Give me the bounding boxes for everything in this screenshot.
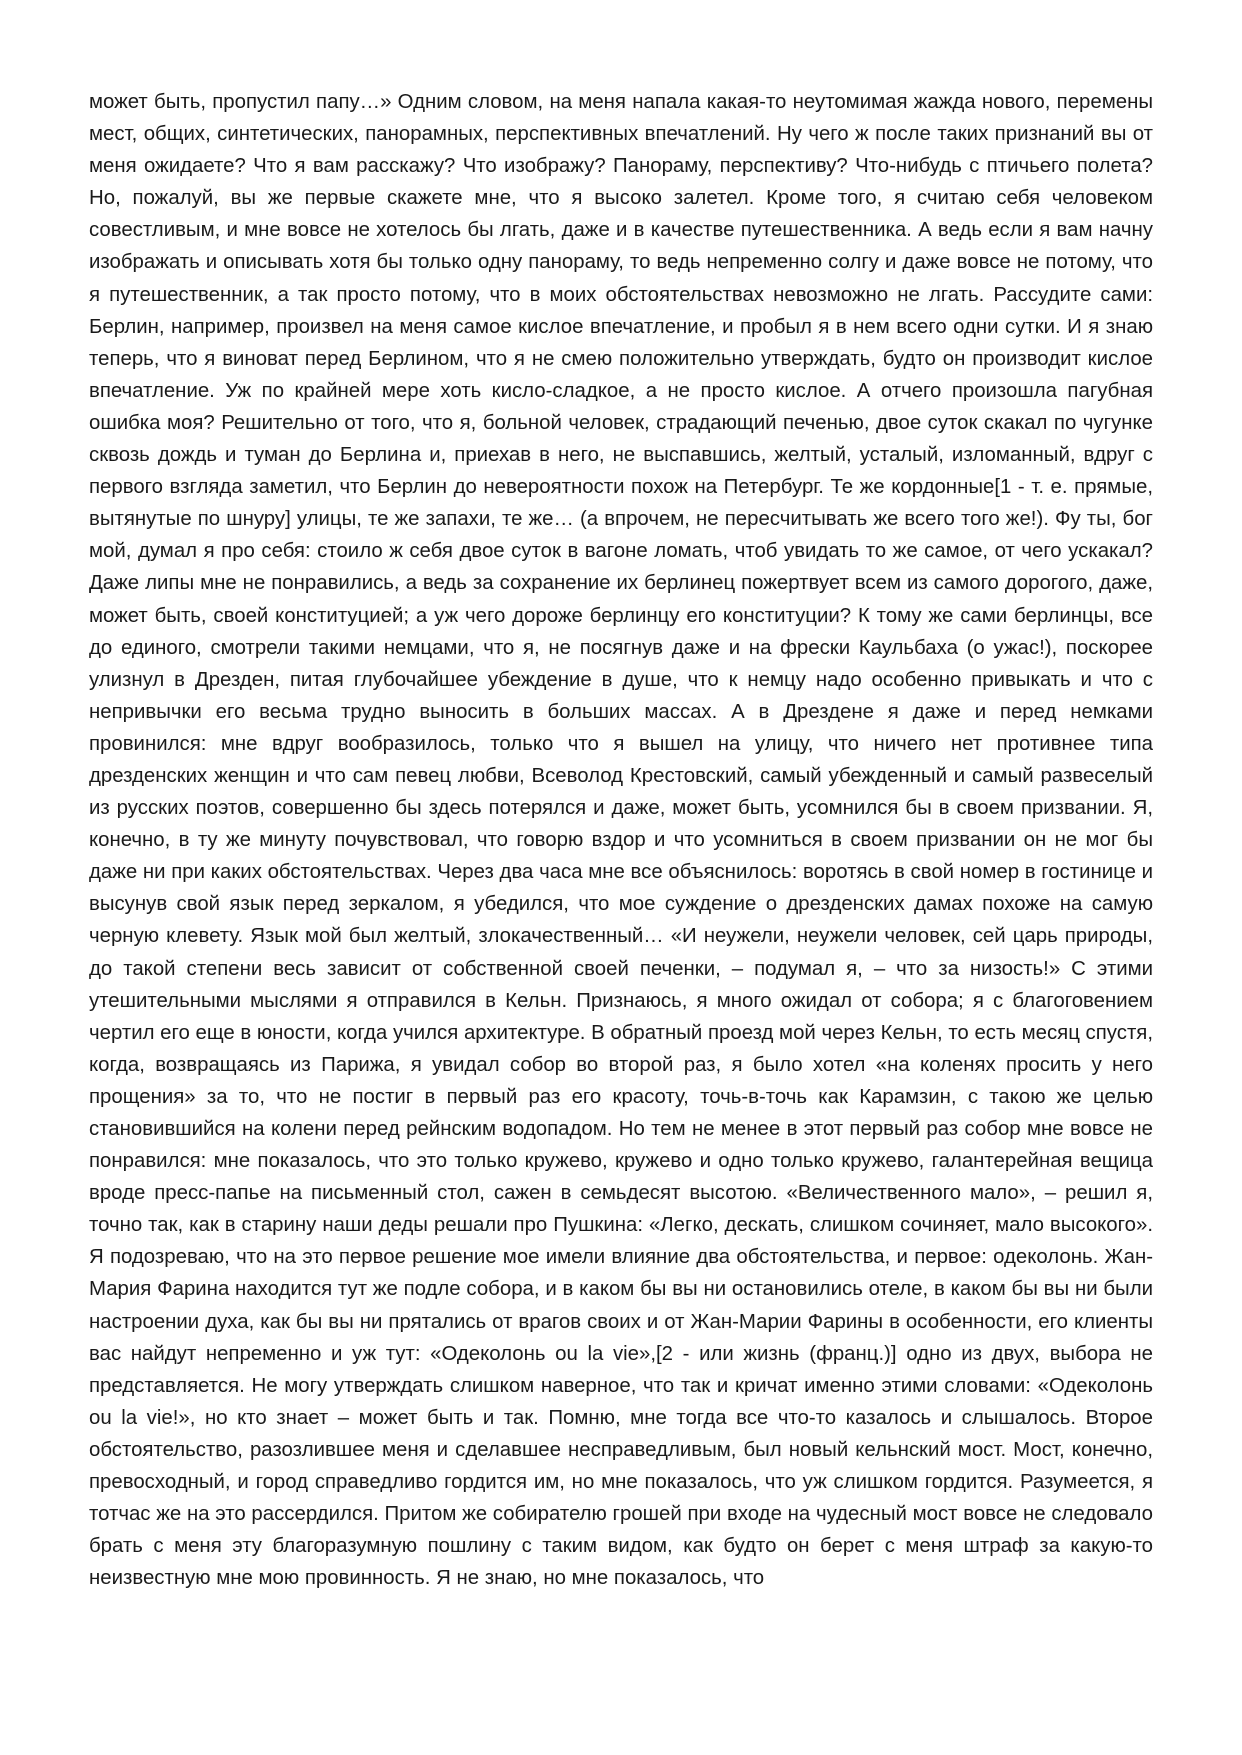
body-text: может быть, пропустил папу…» Одним словом, на меня напала какая-то неутомимая жажда нового, перемены мест, общих, синтетических, панорамных, перспективных впечатлений. Ну чего ж после таких признаний вы от меня ожидаете? Что я вам расскажу? Что изображу? Панораму, перспективу? Что-нибудь с птичьего полета? Но, пожалуй, вы же первые скажете мне, что я высоко залетел. Кроме того, я считаю себя человеком совестливым, и мне вовсе не хотелось бы лгать, даже и в качестве путешественника. А ведь если я вам начну изображать и описывать хотя бы только одну панораму, то ведь непременно солгу и даже вовсе не потому, что я путешественник, а так просто потому, что в моих обстоятельствах невозможно не лгать. Рассудите сами: Берлин, например, произвел на меня самое кислое впечатление, и пробыл я в нем всего одни сутки. И я знаю теперь, что я виноват перед Берлином, что я не смею положительно утверждать, будто он производит кислое впечатление. Уж по крайней мере хоть кисло-сладкое, а не просто кислое. А отчего произошла пагубная ошибка моя? Решительно от того, что я, больной человек, страдающий печенью, двое суток скакал по чугунке сквозь дождь и туман до Берлина и, приехав в него, не выспавшись, желтый, усталый, изломанный, вдруг с первого взгляда заметил, что Берлин до невероятности похож на Петербург. Те же кордонные[1 - т. е. прямые, вытянутые по шнуру] улицы, те же запахи, те же… (а впрочем, не пересчитывать же всего того же!). Фу ты, бог мой, думал я про себя: стоило ж себя двое суток в вагоне ломать, чтоб увидать то же самое, от чего ускакал? Даже липы мне не понравились, а ведь за сохранение их берлинец пожертвует всем из самого дорогого, даже, может быть, своей конституцией; а уж чего дороже берлинцу его конституции? К тому же сами берлинцы, все до единого, смотрели такими немцами, что я, не посягнув даже и на фрески Каульбаха (о ужас!), поскорее улизнул в Дрезден, питая глубочайшее убеждение в душе, что к немцу надо особенно привыкать и что с непривычки его весьма трудно выносить в больших массах. А в Дрездене я даже и перед немками провинился: мне вдруг вообразилось, только что я вышел на улицу, что ничего нет противнее типа дрезденских женщин и что сам певец любви, Всеволод Крестовский, самый убежденный и самый развеселый из русских поэтов, совершенно бы здесь потерялся и даже, может быть, усомнился бы в своем призвании. Я, конечно, в ту же минуту почувствовал, что говорю вздор и что усомниться в своем призвании он не мог бы даже ни при каких обстоятельствах. Через два часа мне все объяснилось: воротясь в свой номер в гостинице и высунув свой язык перед зеркалом, я убедился, что мое суждение о дрезденских дамах похоже на самую черную клевету. Язык мой был желтый, злокачественный… «И неужели, неужели человек, сей царь природы, до такой степени весь зависит от собственной своей печенки, – подумал я, – что за низость!» С этими утешительными мыслями я отправился в Кельн. Признаюсь, я много ожидал от собора; я с благоговением чертил его еще в юности, когда учился архитектуре. В обратный проезд мой через Кельн, то есть месяц спустя, когда, возвращаясь из Парижа, я увидал собор во второй раз, я было хотел «на коленях просить у него прощения» за то, что не постиг в первый раз его красоту, точь-в-точь как Карамзин, с такою же целью становившийся на колени перед рейнским водопадом. Но тем не менее в этот первый раз собор мне вовсе не понравился: мне показалось, что это только кружево, кружево и одно только кружево, галантерейная вещица вроде пресс-папье на письменный стол, сажен в семьдесят высотою. «Величественного мало», – решил я, точно так, как в старину наши деды решали про Пушкина: «Легко, дескать, слишком сочиняет, мало высокого». Я подозреваю, что на это первое решение мое имели влияние два обстоятельства, и первое: одеколонь. Жан-Мария Фарина находится тут же подле собора, и в каком бы вы ни остановились отеле, в каком бы вы ни были настроении духа, как бы вы ни прятались от врагов своих и от Жан-Марии Фарины в особенности, его клиенты вас найдут непременно и уж тут: «Одеколонь ou la vie»,[2 - или жизнь (франц.)] одно из двух, выбора не представляется. Не могу утверждать слишком наверное, что так и кричат именно этими словами: «Одеколонь ou la vie!», но кто знает – может быть и так. Помню, мне тогда все что-то казалось и слышалось. Второе обстоятельство, разозлившее меня и сделавшее несправедливым, был новый кельнский мост. Мост, конечно, превосходный, и город справедливо гордится им, но мне показалось, что уж слишком гордится. Разумеется, я тотчас же на это рассердился. Притом же собирателю грошей при входе на чудесный мост вовсе не следовало брать с меня эту благоразумную пошлину с таким видом, как будто он берет с меня штраф за какую-то неизвестную мне мою провинность. Я не знаю, но мне показалось, что xyxy=(89,91,1153,1590)
